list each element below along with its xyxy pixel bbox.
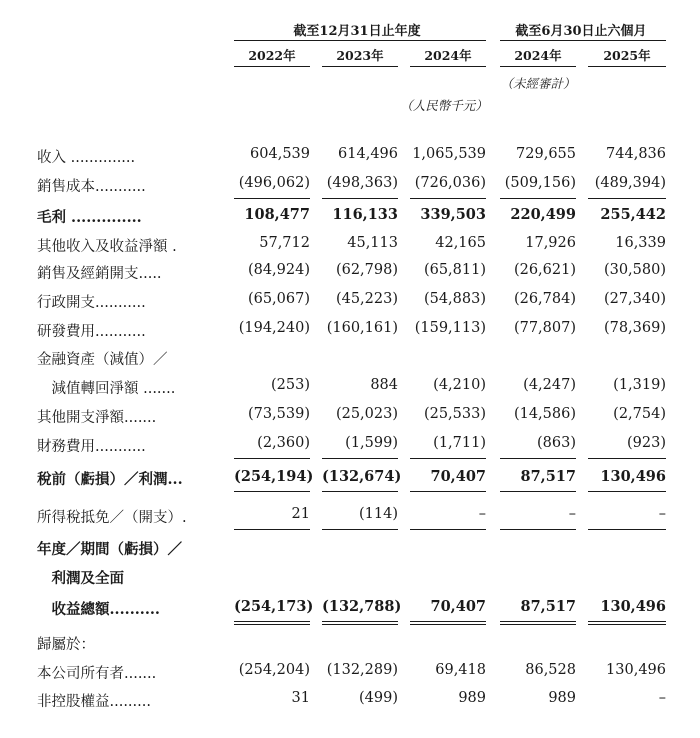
- cell-value: (4,210): [433, 377, 486, 393]
- row-label: 行政開支...........: [37, 295, 146, 311]
- cell-value: 604,539: [250, 146, 310, 162]
- cell-value: (26,621): [513, 262, 576, 278]
- header-rule-six-months: [500, 40, 666, 41]
- cell-value: (159,113): [414, 320, 486, 336]
- row-label: 毛利 ..............: [37, 209, 142, 226]
- underline-rule: [410, 491, 486, 492]
- cell-value: 614,496: [338, 146, 398, 162]
- underline-rule: [500, 198, 576, 199]
- cell-value: 87,517: [520, 468, 576, 485]
- year-rule-2025-h1: [588, 66, 666, 67]
- cell-value: (254,204): [238, 662, 310, 678]
- cell-value: 16,339: [615, 235, 666, 251]
- cell-value: 31: [291, 690, 310, 706]
- underline-rule: [500, 458, 576, 459]
- cell-value: (30,580): [603, 262, 666, 278]
- row-label: 收入 ..............: [37, 150, 136, 166]
- underline-rule: [588, 529, 666, 530]
- underline-rule: [500, 621, 576, 622]
- underline-rule: [234, 529, 310, 530]
- cell-value: (14,586): [513, 406, 576, 422]
- cell-value: 130,496: [600, 468, 666, 485]
- cell-value: (254,173): [234, 598, 314, 615]
- row-label: 減值轉回淨額 .......: [37, 381, 176, 397]
- underline-rule: [500, 491, 576, 492]
- cell-value: 87,517: [520, 598, 576, 615]
- cell-value: (863): [537, 435, 576, 451]
- cell-value: (1,711): [433, 435, 486, 451]
- cell-value: (62,798): [335, 262, 398, 278]
- cell-value: (509,156): [504, 175, 576, 191]
- currency-note: （人民幣千元）: [400, 98, 488, 113]
- underline-rule: [410, 624, 486, 625]
- underline-rule: [234, 621, 310, 622]
- cell-value: (923): [627, 435, 666, 451]
- cell-value: 21: [291, 506, 310, 522]
- row-label: 本公司所有者.......: [37, 666, 157, 682]
- underline-rule: [322, 458, 398, 459]
- underline-rule: [500, 624, 576, 625]
- year-header-2025-h1: 2025年: [603, 48, 651, 63]
- cell-value: (1,599): [345, 435, 398, 451]
- row-label: 非控股權益.........: [37, 694, 151, 710]
- underline-rule: [588, 621, 666, 622]
- cell-value: (45,223): [335, 291, 398, 307]
- cell-value: 116,133: [332, 206, 398, 223]
- cell-value: (26,784): [513, 291, 576, 307]
- cell-value: (4,247): [523, 377, 576, 393]
- year-header-2024: 2024年: [424, 48, 472, 63]
- underline-rule: [322, 624, 398, 625]
- row-label: 收益總額..........: [37, 601, 160, 618]
- row-label: 利潤及全面: [37, 570, 124, 587]
- cell-value: (25,023): [335, 406, 398, 422]
- cell-value: (54,883): [423, 291, 486, 307]
- cell-value: (114): [359, 506, 398, 522]
- cell-value: 130,496: [600, 598, 666, 615]
- cell-value: 989: [458, 690, 486, 706]
- cell-value: 1,065,539: [412, 146, 486, 162]
- header-period-year: 截至12月31日止年度: [293, 24, 421, 39]
- cell-value: (132,289): [326, 662, 398, 678]
- cell-value: –: [568, 506, 576, 522]
- cell-value: (78,369): [603, 320, 666, 336]
- underline-rule: [234, 458, 310, 459]
- row-label: 財務費用...........: [37, 439, 146, 455]
- header-rule-year: [234, 40, 486, 41]
- cell-value: 70,407: [430, 598, 486, 615]
- row-label: 銷售及經銷開支.....: [37, 266, 162, 282]
- underline-rule: [322, 491, 398, 492]
- cell-value: 57,712: [259, 235, 310, 251]
- cell-value: (65,067): [247, 291, 310, 307]
- cell-value: –: [658, 506, 666, 522]
- cell-value: (253): [271, 377, 310, 393]
- underline-rule: [410, 621, 486, 622]
- year-header-2024-h1: 2024年: [514, 48, 562, 63]
- cell-value: 255,442: [600, 206, 666, 223]
- cell-value: (194,240): [238, 320, 310, 336]
- cell-value: (25,533): [423, 406, 486, 422]
- row-label: 銷售成本...........: [37, 179, 146, 195]
- row-label: 其他開支淨額.......: [37, 410, 157, 426]
- cell-value: 339,503: [420, 206, 486, 223]
- cell-value: 42,165: [435, 235, 486, 251]
- underline-rule: [588, 624, 666, 625]
- cell-value: (77,807): [513, 320, 576, 336]
- row-label: 年度／期間（虧損）／: [37, 541, 182, 558]
- cell-value: 17,926: [525, 235, 576, 251]
- cell-value: (489,394): [594, 175, 666, 191]
- underline-rule: [588, 198, 666, 199]
- cell-value: (65,811): [423, 262, 486, 278]
- row-label: 所得稅抵免／（開支）.: [37, 510, 187, 526]
- underline-rule: [410, 529, 486, 530]
- year-rule-2022: [234, 66, 310, 67]
- cell-value: –: [478, 506, 486, 522]
- underline-rule: [410, 198, 486, 199]
- year-header-2023: 2023年: [336, 48, 384, 63]
- cell-value: 884: [370, 377, 398, 393]
- header-period-six-months: 截至6月30日止六個月: [515, 24, 647, 39]
- cell-value: 45,113: [347, 235, 398, 251]
- cell-value: (27,340): [603, 291, 666, 307]
- underline-rule: [588, 458, 666, 459]
- cell-value: 86,528: [525, 662, 576, 678]
- cell-value: –: [658, 690, 666, 706]
- year-rule-2023: [322, 66, 398, 67]
- row-label: 稅前（虧損）／利潤...: [37, 471, 183, 488]
- cell-value: 729,655: [516, 146, 576, 162]
- cell-value: (499): [359, 690, 398, 706]
- cell-value: (496,062): [238, 175, 310, 191]
- cell-value: (2,754): [613, 406, 666, 422]
- row-label: 金融資產（減值）／: [37, 352, 168, 368]
- cell-value: 70,407: [430, 468, 486, 485]
- underline-rule: [588, 491, 666, 492]
- cell-value: (132,674): [322, 468, 402, 485]
- cell-value: (1,319): [613, 377, 666, 393]
- row-label: 研發費用...........: [37, 324, 146, 340]
- cell-value: (2,360): [257, 435, 310, 451]
- cell-value: 220,499: [510, 206, 576, 223]
- year-rule-2024: [410, 66, 486, 67]
- underline-rule: [322, 621, 398, 622]
- year-header-2022: 2022年: [248, 48, 296, 63]
- row-label: 歸屬於：: [37, 637, 95, 653]
- cell-value: 69,418: [435, 662, 486, 678]
- underline-rule: [500, 529, 576, 530]
- cell-value: 108,477: [244, 206, 310, 223]
- underline-rule: [234, 198, 310, 199]
- unaudited-note: （未經審計）: [500, 76, 576, 91]
- cell-value: (726,036): [414, 175, 486, 191]
- underline-rule: [322, 529, 398, 530]
- cell-value: (132,788): [322, 598, 402, 615]
- year-rule-2024-h1: [500, 66, 576, 67]
- underline-rule: [234, 491, 310, 492]
- cell-value: (84,924): [247, 262, 310, 278]
- underline-rule: [234, 624, 310, 625]
- row-label: 其他收入及收益淨額 .: [37, 239, 177, 255]
- cell-value: 744,836: [606, 146, 666, 162]
- underline-rule: [322, 198, 398, 199]
- cell-value: (254,194): [234, 468, 314, 485]
- cell-value: 130,496: [606, 662, 666, 678]
- cell-value: 989: [548, 690, 576, 706]
- cell-value: (73,539): [247, 406, 310, 422]
- cell-value: (498,363): [326, 175, 398, 191]
- cell-value: (160,161): [326, 320, 398, 336]
- underline-rule: [410, 458, 486, 459]
